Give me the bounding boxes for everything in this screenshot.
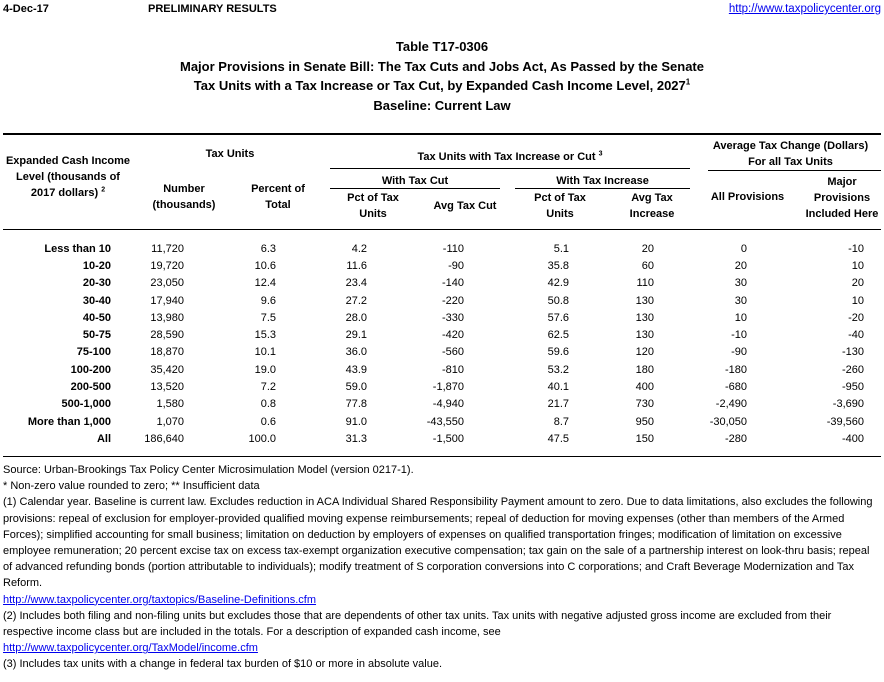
with-tax-cut-header: With Tax Cut xyxy=(381,175,449,187)
cut-pct-cell: 59.0 xyxy=(345,381,367,394)
avg-tax-cut-header: Avg Tax Cut xyxy=(433,200,497,212)
avg-increase-cell: 120 xyxy=(635,346,654,359)
major-provisions-cell: -39,560 xyxy=(826,415,864,428)
cut-pct-cell: 28.0 xyxy=(345,311,367,324)
income-level-cell: Less than 10 xyxy=(44,242,111,255)
all-provisions-cell: 30 xyxy=(734,277,747,290)
cut-pct-cell: 36.0 xyxy=(345,346,367,359)
table-bottom-rule xyxy=(3,456,881,457)
income-level-cell: 100-200 xyxy=(70,363,111,376)
cut-pct-cell: 4.2 xyxy=(351,242,367,255)
percent-cell: 100.0 xyxy=(248,432,276,445)
table-row xyxy=(3,257,881,274)
preliminary-label: PRELIMINARY RESULTS xyxy=(148,3,277,15)
income-level-cell: 20-30 xyxy=(82,277,111,290)
number-header: Number (thousands) xyxy=(152,183,216,211)
avg-increase-cell: 400 xyxy=(635,381,654,394)
percent-cell: 9.6 xyxy=(260,294,276,307)
avg-cut-cell: -810 xyxy=(441,363,464,376)
increase-or-cut-header: Tax Units with Tax Increase or Cut $^3$ xyxy=(417,150,603,163)
major-provisions-cell: 10 xyxy=(851,259,864,272)
avg-cut-cell: -140 xyxy=(441,277,464,290)
avg-cut-cell: -110 xyxy=(442,242,464,255)
with-tax-increase-rule xyxy=(515,188,690,189)
all-provisions-header: All Provisions xyxy=(710,191,785,203)
number-cell: 13,980 xyxy=(150,311,184,324)
avg-increase-cell: 20 xyxy=(641,242,654,255)
with-tax-cut-rule xyxy=(330,188,500,189)
number-cell: 28,590 xyxy=(150,329,184,342)
table-row xyxy=(3,292,881,309)
number-cell: 17,940 xyxy=(150,294,184,307)
avg-increase-cell: 180 xyxy=(635,363,654,376)
cut-pct-cell: 27.2 xyxy=(345,294,367,307)
avg-increase-cell: 150 xyxy=(635,432,654,445)
income-level-cell: All xyxy=(96,432,111,445)
major-provisions-cell: -10 xyxy=(848,242,864,255)
income-definition-link[interactable]: http://www.taxpolicycenter.org/TaxModel/income.cfm xyxy=(3,642,258,655)
major-provisions-header: Major Provisions Included Here xyxy=(805,176,879,220)
source-note: Source: Urban-Brookings Tax Policy Center Microsimulation Model (version 0217-1). xyxy=(3,464,414,476)
avg-tax-increase-header: Avg Tax Increase xyxy=(629,192,675,220)
percent-cell: 0.6 xyxy=(260,415,276,428)
income-level-cell: 200-500 xyxy=(70,381,111,394)
cut-pct-cell: 43.9 xyxy=(345,363,367,376)
table-row xyxy=(3,396,881,413)
income-level-cell: More than 1,000 xyxy=(27,415,111,428)
cut-pct-cell: 29.1 xyxy=(345,329,367,342)
all-provisions-cell: -680 xyxy=(724,381,747,394)
all-provisions-cell: -280 xyxy=(724,432,747,445)
avg-cut-cell: -560 xyxy=(441,346,464,359)
income-level-header: Expanded Cash Income Level (thousands of 2017 dollars) $^2$ xyxy=(5,155,131,199)
avg-increase-cell: 730 xyxy=(635,398,654,411)
percent-cell: 15.3 xyxy=(254,329,276,342)
major-provisions-cell: 10 xyxy=(851,294,864,307)
all-provisions-cell: -90 xyxy=(731,346,747,359)
all-provisions-cell: -2,490 xyxy=(715,398,747,411)
major-provisions-cell: -950 xyxy=(841,381,864,394)
major-provisions-cell: 20 xyxy=(851,277,864,290)
cut-pct-units-header: Pct of Tax Units xyxy=(347,192,399,220)
increase-pct-cell: 47.5 xyxy=(547,432,569,445)
table-row xyxy=(3,309,881,326)
table-notes xyxy=(3,462,881,673)
avg-cut-cell: -4,940 xyxy=(432,398,464,411)
number-cell: 35,420 xyxy=(150,363,184,376)
increase-pct-cell: 35.8 xyxy=(547,259,569,272)
increase-pct-cell: 59.6 xyxy=(547,346,569,359)
percent-cell: 7.5 xyxy=(260,311,276,324)
income-level-cell: 30-40 xyxy=(82,294,111,307)
cut-pct-cell: 31.3 xyxy=(345,432,367,445)
major-provisions-cell: -3,690 xyxy=(832,398,864,411)
table-id: Table T17-0306 xyxy=(395,39,489,54)
table-row xyxy=(3,275,881,292)
table-row xyxy=(3,240,881,257)
percent-cell: 7.2 xyxy=(260,381,276,394)
major-provisions-cell: -260 xyxy=(841,363,864,376)
avg-cut-cell: -1,870 xyxy=(432,381,464,394)
major-provisions-cell: -130 xyxy=(841,346,864,359)
income-level-cell: 50-75 xyxy=(82,329,111,342)
avg-increase-cell: 110 xyxy=(636,277,654,290)
cut-pct-cell: 77.8 xyxy=(345,398,367,411)
number-cell: 19,720 xyxy=(150,259,184,272)
percent-cell: 6.3 xyxy=(260,242,276,255)
all-provisions-cell: -10 xyxy=(731,329,747,342)
income-level-cell: 40-50 xyxy=(82,311,111,324)
all-provisions-cell: 0 xyxy=(740,242,747,255)
note-3: (3) Includes tax units with a change in federal tax burden of $10 or more in absolute value. xyxy=(3,658,443,671)
all-provisions-cell: 30 xyxy=(734,294,747,307)
avg-cut-cell: -1,500 xyxy=(432,432,464,445)
cut-pct-cell: 11.6 xyxy=(346,259,367,272)
increase-pct-cell: 42.9 xyxy=(547,277,569,290)
cut-pct-cell: 23.4 xyxy=(345,277,367,290)
header-bottom-rule xyxy=(3,229,881,230)
income-level-cell: 75-100 xyxy=(76,346,111,359)
increase-pct-cell: 5.1 xyxy=(553,242,569,255)
note-1: (1) Calendar year. Baseline is current law. Excludes reduction in ACA Individual Shared Responsibility Payment amount to zero. Due to data limitations, also excludes the following provisions: repeal of exclusion for employer-provided qualified moving expense reimbursements; repeal of deduction for moving expenses (other than members of the Armed Forces); simplified accounting for small business; limitation on deduction by employers of expenses on qualified transportation fringes; modification of limitation on excessive employee remuneration; 20 percent excise tax on excess tax-exempt organization executive compensation; tax gain on the sale of a partnership interest on look-thru basis; repeal of advanced refunding bonds (portion attributable to individuals); modify treatment of S corporation conversions into C corporations; and Craft Beverage Modernization and Tax Reform. xyxy=(3,496,873,590)
baseline-definitions-link[interactable]: http://www.taxpolicycenter.org/taxtopics/Baseline-Definitions.cfm xyxy=(3,593,317,606)
number-cell: 23,050 xyxy=(150,277,184,290)
major-provisions-cell: -400 xyxy=(841,432,864,445)
table-row xyxy=(3,361,881,378)
number-cell: 11,720 xyxy=(151,242,184,255)
header-top-rule xyxy=(3,133,881,135)
increase-pct-cell: 40.1 xyxy=(547,381,569,394)
tpc-home-link[interactable]: http://www.taxpolicycenter.org xyxy=(728,3,881,15)
avg-tax-change-rule xyxy=(708,170,881,171)
table-row xyxy=(3,378,881,395)
avg-cut-cell: -43,550 xyxy=(426,415,464,428)
baseline-title: Baseline: Current Law xyxy=(373,97,511,113)
avg-increase-cell: 130 xyxy=(635,294,654,307)
all-provisions-cell: 20 xyxy=(734,259,747,272)
major-provisions-cell: -20 xyxy=(848,311,864,324)
increase-pct-cell: 8.7 xyxy=(553,415,569,428)
results-table xyxy=(3,240,881,448)
number-cell: 186,640 xyxy=(144,432,184,445)
increase-or-cut-rule xyxy=(330,168,690,169)
number-cell: 18,870 xyxy=(150,346,184,359)
table-row xyxy=(3,344,881,361)
income-level-cell: 500-1,000 xyxy=(61,398,111,411)
avg-cut-cell: -420 xyxy=(441,329,464,342)
number-cell: 1,580 xyxy=(156,398,184,411)
table-row xyxy=(3,430,881,447)
avg-cut-cell: -90 xyxy=(448,259,464,272)
percent-cell: 10.1 xyxy=(254,346,276,359)
legend-note: * Non-zero value rounded to zero; ** Insufficient data xyxy=(3,480,260,493)
tax-units-header: Tax Units xyxy=(205,148,255,160)
percent-cell: 12.4 xyxy=(254,277,276,290)
number-cell: 1,070 xyxy=(156,415,184,428)
all-provisions-cell: -30,050 xyxy=(709,415,747,428)
table-title: Major Provisions in Senate Bill: The Tax Cuts and Jobs Act, As Passed by the Senate xyxy=(180,58,704,74)
avg-increase-cell: 950 xyxy=(635,415,654,428)
table-subtitle: Tax Units with a Tax Increase or Tax Cut, by Expanded Cash Income Level, 2027$^1$ xyxy=(193,77,691,93)
avg-increase-cell: 130 xyxy=(635,311,654,324)
table-row xyxy=(3,413,881,430)
increase-pct-cell: 53.2 xyxy=(547,363,569,376)
avg-cut-cell: -330 xyxy=(441,311,464,324)
increase-pct-cell: 57.6 xyxy=(547,311,569,324)
all-provisions-cell: 10 xyxy=(734,311,747,324)
increase-pct-cell: 62.5 xyxy=(547,329,569,342)
income-level-cell: 10-20 xyxy=(82,259,111,272)
table-row xyxy=(3,326,881,343)
percent-cell: 19.0 xyxy=(254,363,276,376)
avg-cut-cell: -220 xyxy=(441,294,464,307)
percent-cell: 0.8 xyxy=(260,398,276,411)
major-provisions-cell: -40 xyxy=(848,329,864,342)
avg-increase-cell: 130 xyxy=(635,329,654,342)
percent-header: Percent of Total xyxy=(251,183,305,211)
increase-pct-cell: 21.7 xyxy=(547,398,569,411)
avg-tax-change-header: Average Tax Change (Dollars) For all Tax Units xyxy=(712,140,869,168)
avg-increase-cell: 60 xyxy=(641,259,654,272)
increase-pct-cell: 50.8 xyxy=(547,294,569,307)
table-titles xyxy=(0,37,884,115)
increase-pct-units-header: Pct of Tax Units xyxy=(534,192,586,220)
percent-cell: 10.6 xyxy=(254,259,276,272)
top-bar xyxy=(3,3,881,19)
all-provisions-cell: -180 xyxy=(724,363,747,376)
report-date: 4-Dec-17 xyxy=(3,3,49,15)
note-2: (2) Includes both filing and non-filing units but excludes those that are dependents of other tax units. Tax units with negative adjusted gross income are excluded from their respective income class but are included in the totals. For a description of expanded cash income, see xyxy=(3,609,832,639)
number-cell: 13,520 xyxy=(150,381,184,394)
cut-pct-cell: 91.0 xyxy=(345,415,367,428)
with-tax-increase-header: With Tax Increase xyxy=(556,175,649,187)
